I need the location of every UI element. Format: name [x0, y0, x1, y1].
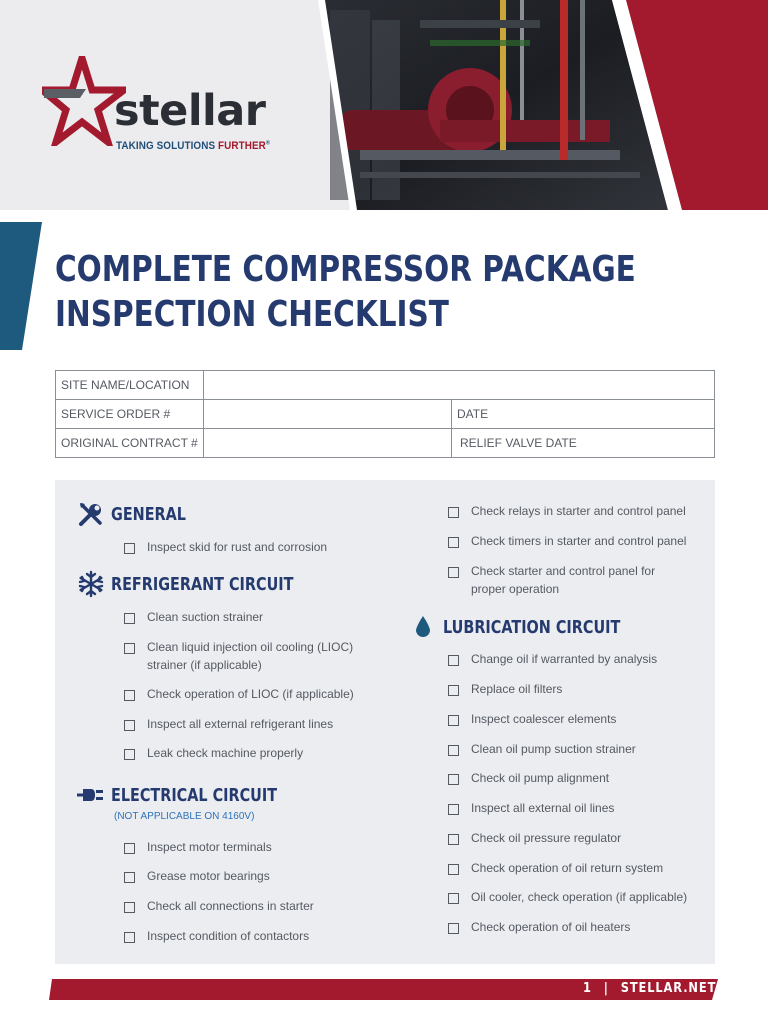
checkbox[interactable]: [124, 872, 135, 883]
checkbox[interactable]: [124, 613, 135, 624]
list-item: [448, 710, 616, 728]
relief-valve-date-field[interactable]: [452, 429, 715, 458]
item-label: Clean oil pump suction strainer: [471, 742, 636, 756]
section-electrical: [77, 781, 319, 809]
tagline-accent: FURTHER: [217, 140, 266, 152]
checkbox[interactable]: [448, 567, 459, 578]
checkbox[interactable]: [124, 690, 135, 701]
list-item: [448, 532, 686, 550]
checkbox[interactable]: [124, 643, 135, 654]
section-lubrication: [409, 613, 665, 641]
checkbox[interactable]: [448, 804, 459, 815]
item-label: [147, 638, 353, 674]
list-item: [448, 859, 663, 877]
item-label: Inspect all external oil lines: [471, 801, 615, 815]
checkbox[interactable]: [448, 834, 459, 845]
item-label: [471, 562, 655, 598]
item-label: Clean suction strainer: [147, 610, 264, 624]
site-field[interactable]: [204, 371, 715, 400]
section-subtitle: (NOT APPLICABLE ON 4160V): [114, 811, 255, 822]
checkbox[interactable]: [124, 902, 135, 913]
checklist-panel: [55, 480, 715, 964]
list-item: [124, 715, 333, 733]
item-label: Change oil if warranted by analysis: [471, 652, 658, 666]
relief-valve-date-label: RELIEF VALVE DATE: [460, 436, 577, 450]
list-item: [124, 538, 327, 556]
footer-separator: |: [603, 981, 609, 996]
checkbox[interactable]: [448, 923, 459, 934]
original-contract-label: ORIGINAL CONTRACT #: [56, 429, 204, 458]
item-label-line: proper operation: [471, 582, 560, 596]
list-item: [448, 740, 636, 758]
footer-link[interactable]: STELLAR.NET: [620, 981, 717, 996]
section-title: GENERAL: [111, 503, 186, 525]
item-label: Inspect all external refrigerant lines: [147, 717, 334, 731]
item-label: Check operation of LIOC (if applicable): [147, 687, 354, 701]
checkbox[interactable]: [448, 537, 459, 548]
list-item: [448, 829, 621, 847]
item-label: Inspect coalescer elements: [471, 712, 617, 726]
section-general: [77, 500, 205, 528]
checkbox[interactable]: [124, 843, 135, 854]
tagline-main: TAKING SOLUTIONS: [116, 140, 216, 152]
checkbox[interactable]: [448, 685, 459, 696]
oil-drop-icon: [409, 613, 437, 641]
table-row: [56, 429, 715, 458]
list-item: [448, 680, 562, 698]
accent-stripe: [0, 222, 44, 350]
registered-mark: ®: [265, 140, 271, 147]
service-order-label: SERVICE ORDER #: [56, 400, 204, 429]
table-row: [56, 371, 715, 400]
plug-icon: [77, 781, 105, 809]
date-label: DATE: [457, 407, 489, 421]
title-line-2: INSPECTION CHECKLIST: [55, 294, 449, 335]
item-label: Check operation of oil return system: [471, 861, 664, 875]
page-title: [55, 247, 636, 337]
list-item: [448, 650, 657, 668]
list-item: [124, 608, 263, 626]
list-item: [124, 744, 303, 762]
item-label: Replace oil filters: [471, 682, 563, 696]
list-item: [448, 888, 687, 906]
checkbox[interactable]: [448, 715, 459, 726]
item-label: Check operation of oil heaters: [471, 920, 631, 934]
item-label-line: Clean liquid injection oil cooling (LIOC): [147, 640, 354, 654]
checkbox[interactable]: [448, 864, 459, 875]
checkbox[interactable]: [448, 774, 459, 785]
checkbox[interactable]: [124, 720, 135, 731]
item-label: Check relays in starter and control panel: [471, 504, 686, 518]
item-label-line: strainer (if applicable): [147, 658, 262, 672]
list-item: [448, 918, 630, 936]
list-item: [124, 638, 353, 674]
brand-name: stellar: [114, 86, 266, 136]
list-item: [448, 769, 609, 787]
item-label: Oil cooler, check operation (if applicable): [471, 890, 688, 904]
table-row: [56, 400, 715, 429]
section-title: LUBRICATION CIRCUIT: [443, 616, 621, 638]
service-order-field[interactable]: [204, 400, 452, 429]
item-label: Leak check machine properly: [147, 746, 304, 760]
title-line-1: COMPLETE COMPRESSOR PACKAGE: [55, 249, 636, 290]
checkbox[interactable]: [124, 749, 135, 760]
date-field[interactable]: [452, 400, 715, 429]
section-title: ELECTRICAL CIRCUIT: [111, 784, 278, 806]
item-label: Check oil pump alignment: [471, 771, 610, 785]
item-label: Inspect motor terminals: [147, 840, 272, 854]
wrench-screwdriver-icon: [77, 500, 105, 528]
list-item: [448, 799, 614, 817]
stellar-logo: [42, 56, 282, 156]
list-item: [124, 685, 354, 703]
page-number: 1: [583, 981, 592, 996]
original-contract-field[interactable]: [204, 429, 452, 458]
item-label: Check oil pressure regulator: [471, 831, 622, 845]
list-item: [124, 927, 309, 945]
checkbox[interactable]: [448, 745, 459, 756]
list-item: [124, 838, 272, 856]
list-item: [124, 897, 314, 915]
footer-text: [583, 981, 716, 996]
item-label: Inspect condition of contactors: [147, 929, 310, 943]
snowflake-icon: [77, 570, 105, 598]
site-label: SITE NAME/LOCATION: [56, 371, 204, 400]
item-label: Check timers in starter and control panel: [471, 534, 687, 548]
info-table: [55, 370, 715, 458]
list-item: [124, 867, 270, 885]
tagline: [116, 140, 270, 152]
checkbox[interactable]: [124, 932, 135, 943]
item-label: Grease motor bearings: [147, 869, 270, 883]
item-label-line: Check starter and control panel for: [471, 564, 656, 578]
checkbox[interactable]: [448, 893, 459, 904]
list-item: [448, 562, 655, 598]
item-label: Check all connections in starter: [147, 899, 314, 913]
checkbox[interactable]: [448, 507, 459, 518]
header-band: [0, 0, 768, 210]
checkbox[interactable]: [448, 655, 459, 666]
item-label: Inspect skid for rust and corrosion: [147, 540, 328, 554]
section-refrigerant: [77, 570, 339, 598]
checkbox[interactable]: [124, 543, 135, 554]
list-item: [448, 502, 686, 520]
section-title: REFRIGERANT CIRCUIT: [111, 573, 294, 595]
